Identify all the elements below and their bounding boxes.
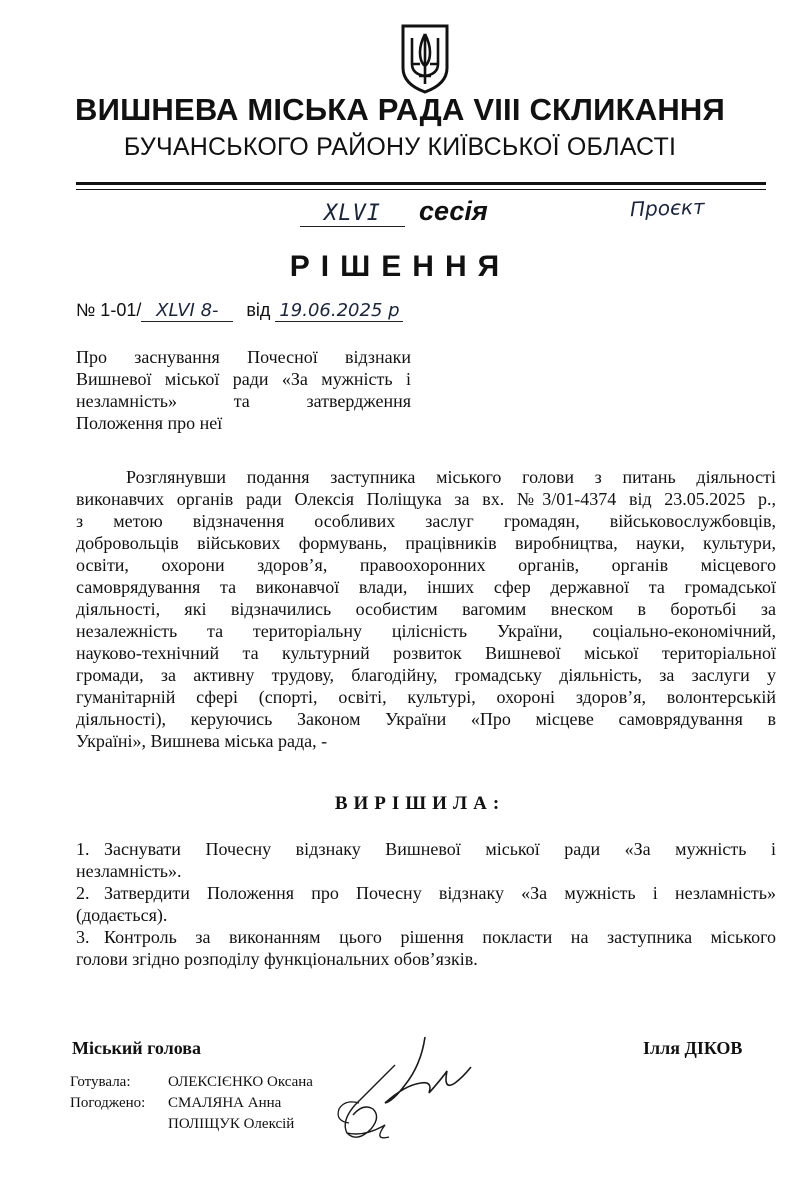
item-text: Затвердити Положення про Почесну відзнаку «За мужність і незламність»	[104, 883, 776, 903]
preamble-line: освіти, охорони здоров’я, правоохоронних органів, органів місцевого	[76, 555, 776, 575]
preamble-line: діяльності, які відзначились особистим вагомим внеском в боротьбі за	[76, 599, 776, 619]
draft-stamp: Проєкт	[629, 194, 706, 222]
preamble-line: науково-технічний та культурний розвиток Вишневої міської територіальної	[76, 643, 776, 663]
resolution-item	[76, 838, 776, 860]
resolution-items	[76, 838, 776, 970]
session-line	[300, 196, 488, 227]
prepared-name: ОЛЕКСІЄНКО Оксана	[168, 1074, 313, 1090]
preamble-line: Україні», Вишнева міська рада, -	[76, 731, 328, 751]
agreed-name: СМАЛЯНА Анна	[168, 1095, 282, 1111]
council-name: ВИШНЕВА МІСЬКА РАДА VIII СКЛИКАННЯ	[75, 92, 725, 127]
preamble-line: з метою відзначення особливих заслуг громадян, військовослужбовців,	[76, 511, 776, 531]
session-number: XLVI	[300, 201, 405, 227]
preamble-line: гуманітарній сфері (спорті, освіті, культурі, охороні здоров’я, волонтерській	[76, 687, 776, 707]
mayor-name: Ілля ДІКОВ	[643, 1038, 743, 1058]
doc-date-prefix: від	[246, 300, 271, 320]
document-number-line	[76, 300, 403, 322]
decision-subject	[76, 346, 411, 434]
resolution-item	[76, 926, 776, 948]
header-divider-thick	[76, 182, 766, 185]
item-number: 1.	[76, 839, 90, 859]
handwritten-signature	[325, 1025, 475, 1150]
item-number: 3.	[76, 927, 90, 947]
item-text: Заснувати Почесну відзнаку Вишневої міської ради «За мужність і	[104, 839, 776, 859]
session-label: сесія	[419, 196, 488, 226]
mayor-label: Міський голова	[72, 1038, 201, 1058]
header-divider-thin	[76, 189, 766, 190]
trident-coat-of-arms-icon	[399, 22, 451, 94]
agreed-name: ПОЛІЩУК Олексій	[168, 1116, 295, 1132]
doc-number-handwritten: XLVI 8-	[141, 300, 233, 322]
item-number: 2.	[76, 883, 90, 903]
subject-line: незламність» та затвердження	[76, 391, 411, 411]
preamble-line: добровольців військових формувань, працівників виробництва, науки, культури,	[76, 533, 776, 553]
preamble-line: виконавчих органів ради Олексія Поліщука за вх. №3/01-4374 від 23.05.2025 р.,	[76, 489, 776, 509]
preamble-paragraph	[76, 466, 776, 752]
resolution-item	[76, 882, 776, 904]
resolution-item-cont: голови згідно розподілу функціональних обов’язків.	[76, 949, 478, 969]
preamble-line: самоврядування та виконавчої влади, інших сфер державної та громадської	[76, 577, 776, 597]
decision-title: РІШЕННЯ	[289, 250, 511, 283]
resolution-item-cont: (додається).	[76, 905, 168, 925]
preamble-line: громади, за активну трудову, благодійну, громадську діяльність, за заслуги у	[76, 665, 776, 685]
doc-date-handwritten: 19.06.2025 р	[275, 300, 403, 322]
item-text: Контроль за виконанням цього рішення покласти на заступника міського	[104, 927, 776, 947]
subject-line: Про заснування Почесної відзнаки	[76, 347, 411, 367]
subject-line: Положення про неї	[76, 413, 223, 433]
doc-number-prefix: № 1-01/	[76, 300, 142, 320]
preamble-line: незалежність та територіальну цілісність України, соціально-економічний,	[76, 621, 776, 641]
resolution-item-cont: незламність».	[76, 861, 182, 881]
preamble-line: Розглянувши подання заступника міського голови з питань діяльності	[126, 467, 776, 487]
resolved-heading: ВИРІШИЛА:	[334, 793, 506, 814]
preamble-line: діяльності), керуючись Законом України «Про місцеве самоврядування в	[76, 709, 776, 729]
subject-line: Вишневої міської ради «За мужність і	[76, 369, 411, 389]
council-district: БУЧАНСЬКОГО РАЙОНУ КИЇВСЬКОЇ ОБЛАСТІ	[123, 133, 677, 161]
prepared-label: Готувала:	[70, 1074, 131, 1090]
agreed-label: Погоджено:	[70, 1095, 146, 1111]
